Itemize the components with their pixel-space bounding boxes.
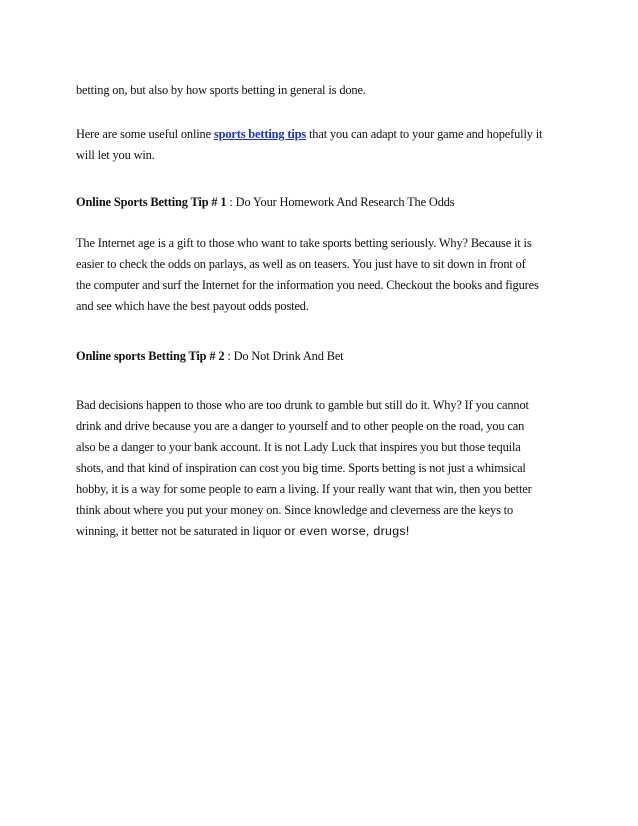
text-line: and see which have the best payout odds posted. <box>76 299 309 313</box>
text-line: also be a danger to your bank account. It is not Lady Luck that inspires you but those tequila <box>76 440 521 454</box>
text-line <box>76 192 576 213</box>
sports-betting-tips-link[interactable]: sports betting tips <box>213 127 307 141</box>
tip-2-label: Online sports Betting Tip # 2 <box>76 349 225 363</box>
paragraph-internet-age <box>76 233 576 317</box>
text-segment: Here are some useful online <box>76 127 214 141</box>
text-line: think about where you put your money on. Since knowledge and cleverness are the keys to <box>76 503 514 517</box>
text-line: betting on, but also by how sports betting in general is done. <box>76 83 366 97</box>
text-line: the computer and surf the Internet for the information you need. Checkout the books and figures <box>76 278 539 292</box>
paragraph-bad-decisions <box>76 395 576 542</box>
tip-1-heading <box>76 192 576 213</box>
text-line: easier to check the odds on parlays, as well as on teasers. You just have to sit down in front of <box>76 257 526 271</box>
tip-1-title: : Do Your Homework And Research The Odds <box>226 195 455 209</box>
text-line: shots, and that kind of inspiration can cost you big time. Sports betting is not just a whimsical <box>76 461 526 475</box>
tip-1-label: Online Sports Betting Tip # 1 <box>76 195 227 209</box>
text-line: will let you win. <box>76 148 155 162</box>
paragraph-useful-tips <box>76 124 576 166</box>
text-line <box>76 521 576 542</box>
text-segment-sans: or even worse, drugs! <box>284 524 410 538</box>
paragraph-intro-continuation <box>76 80 576 101</box>
text-line <box>76 346 576 367</box>
tip-2-title: : Do Not Drink And Bet <box>224 349 344 363</box>
tip-2-heading <box>76 346 576 367</box>
text-line: hobby, it is a way for some people to earn a living. If your really want that win, then you better <box>76 482 532 496</box>
text-line: The Internet age is a gift to those who want to take sports betting seriously. Why? Because it is <box>76 236 532 250</box>
text-line: Bad decisions happen to those who are too drunk to gamble but still do it. Why? If you cannot <box>76 398 529 412</box>
text-segment: winning, it better not be saturated in liquor <box>76 524 285 538</box>
text-segment: that you can adapt to your game and hopefully it <box>306 127 543 141</box>
text-line <box>76 124 576 145</box>
text-line: drink and drive because you are a danger to yourself and to other people on the road, you can <box>76 419 525 433</box>
